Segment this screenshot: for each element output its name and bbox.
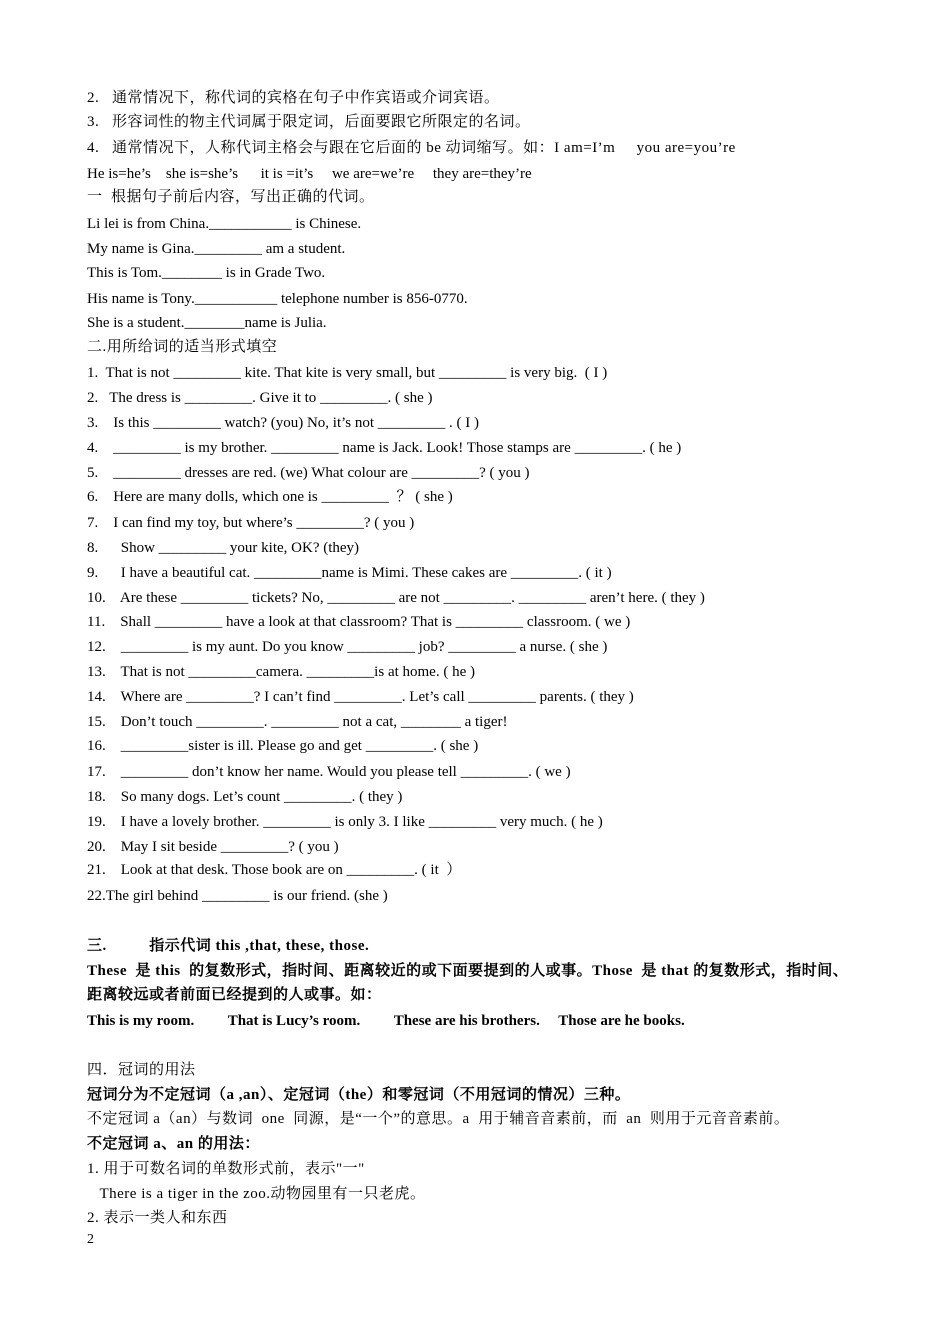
note-4: 4. 通常情况下，人称代词主格会与跟在它后面的 be 动词缩写。如：I am=I’m you are=you’re: [87, 140, 736, 156]
exercise-line: 6. Here are many dolls, which one is _________ ？ ( she ): [87, 489, 453, 505]
section3-examples: This is my room. That is Lucy’s room. These are his brothers. Those are he books.: [87, 1013, 685, 1029]
exercise-line: 16. _________sister is ill. Please go and get _________. ( she ): [87, 738, 479, 754]
exercise-line: 17. _________ don’t know her name. Would you please tell _________. ( we ): [87, 764, 571, 780]
exercise-line: 19. I have a lovely brother. _________ is only 3. I like _________ very much. ( he ): [87, 814, 603, 830]
exercise-line: 21. Look at that desk. Those book are on _________. ( it ）: [87, 862, 462, 878]
exercise-line: 3. Is this _________ watch? (you) No, it’s not _________ . ( I ): [87, 415, 480, 431]
page-number: 2: [87, 1232, 94, 1247]
section2-heading: 二.用所给词的适当形式填空: [87, 339, 278, 355]
exercise-line: 14. Where are _________? I can’t find _________. Let’s call _________ parents. ( they ): [87, 689, 634, 705]
exercise-line: 8. Show _________ your kite, OK? (they): [87, 540, 360, 556]
exercise-line: 4. _________ is my brother. _________ name is Jack. Look! Those stamps are _________. ( he ): [87, 440, 682, 456]
section4-use-1: 1. 用于可数名词的单数形式前，表示"一": [87, 1161, 365, 1177]
exercise-line: 22.The girl behind _________ is our friend. (she ): [87, 888, 388, 904]
exercise-line: My name is Gina._________ am a student.: [87, 241, 346, 257]
section4-heading: 四．冠词的用法: [87, 1062, 196, 1078]
exercise-line: His name is Tony.___________ telephone number is 856-0770.: [87, 291, 468, 307]
section3-desc: These 是 this 的复数形式，指时间、距离较近的或下面要提到的人或事。Those 是 that 的复数形式，指时间、: [87, 963, 849, 979]
exercise-line: 11. Shall _________ have a look at that classroom? That is _________ classroom. ( we ): [87, 614, 631, 630]
exercise-line: 5. _________ dresses are red. (we) What colour are _________? ( you ): [87, 465, 530, 481]
section3-desc-continued: 距离较远或者前面已经提到的人或事。如：: [87, 987, 382, 1003]
exercise-line: 9. I have a beautiful cat. _________name is Mimi. These cakes are _________. ( it ): [87, 565, 612, 581]
section4-subheading: 不定冠词 a、an 的用法：: [87, 1136, 260, 1152]
section4-use-2: 2. 表示一类人和东西: [87, 1210, 228, 1226]
exercise-line: 13. That is not _________camera. _________is at home. ( he ): [87, 664, 475, 680]
section1-heading: 一 根据句子前后内容，写出正确的代词。: [87, 189, 375, 205]
exercise-line: This is Tom.________ is in Grade Two.: [87, 265, 326, 281]
exercise-line: 15. Don’t touch _________. _________ not a cat, ________ a tiger!: [87, 714, 508, 730]
section3-heading: 三. 指示代词 this ,that, these, those.: [87, 938, 370, 954]
exercise-line: 18. So many dogs. Let’s count _________. ( they ): [87, 789, 403, 805]
exercise-line: 1. That is not _________ kite. That kite is very small, but _________ is very big. ( I ): [87, 365, 608, 381]
exercise-line: 20. May I sit beside _________? ( you ): [87, 839, 339, 855]
note-3: 3. 形容词性的物主代词属于限定词，后面要跟它所限定的名词。: [87, 114, 531, 130]
note-2: 2. 通常情况下，称代词的宾格在句子中作宾语或介词宾语。: [87, 90, 500, 106]
section4-article-origin: 不定冠词 a（an）与数词 one 同源，是“一个”的意思。a 用于辅音音素前，而 an 则用于元音音素前。: [87, 1111, 790, 1127]
exercise-line: Li lei is from China.___________ is Chinese.: [87, 216, 362, 232]
note-4-continued: He is=he’s she is=she’s it is =it’s we are=we’re they are=they’re: [87, 166, 532, 182]
exercise-line: She is a student.________name is Julia.: [87, 315, 327, 331]
exercise-line: 7. I can find my toy, but where’s _________? ( you ): [87, 515, 415, 531]
section4-use-1-example: There is a tiger in the zoo.动物园里有一只老虎。: [87, 1186, 426, 1202]
section4-intro: 冠词分为不定冠词（a ,an）、定冠词（the）和零冠词（不用冠词的情况）三种。: [87, 1087, 631, 1103]
exercise-line: 10. Are these _________ tickets? No, _________ are not _________. _________ aren’t here. ( they ): [87, 590, 705, 606]
exercise-line: 12. _________ is my aunt. Do you know _________ job? _________ a nurse. ( she ): [87, 639, 608, 655]
exercise-line: 2. The dress is _________. Give it to _________. ( she ): [87, 390, 433, 406]
